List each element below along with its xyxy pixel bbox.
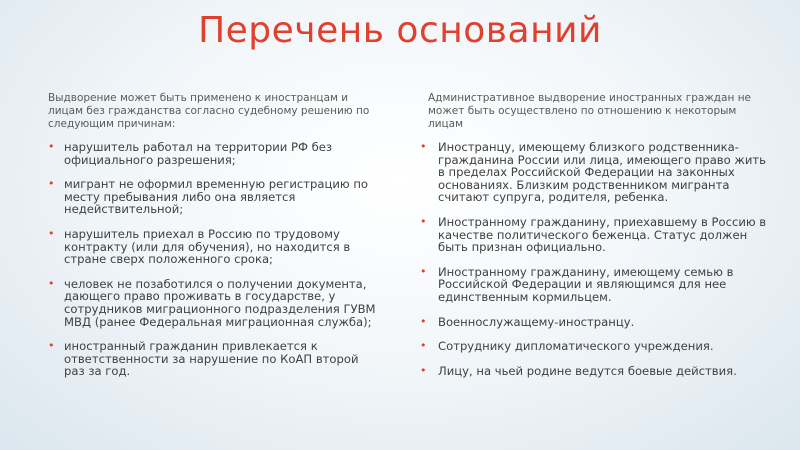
bullet-icon: • [420,264,427,278]
list-item [420,266,770,304]
list-item-text: нарушитель приехал в Россию по трудовому контракту (или для обучения), но находится в стране сверх положенного срока; [64,226,351,267]
list-item [48,278,376,328]
list-item [420,216,770,254]
bullet-icon: • [48,339,55,353]
list-item-text: человек не позаботился о получении документа, дающего право проживать в государстве, у сотрудников миграционного подразделения ГУВМ МВД (ранее Федеральная миграционная служба); [64,276,376,329]
list-item [48,228,376,266]
left-column [48,92,376,390]
list-item-text: Иностранному гражданину, приехавшему в Россию в качестве политического беженца. Статус должен быть признан официально. [438,214,767,255]
bullet-icon: • [48,276,55,290]
list-item-text: Сотруднику дипломатического учреждения. [438,339,714,354]
left-intro: Выдворение может быть применено к иностранцам и лицам без гражданства согласно судебному решению по следующим причинам: [48,92,370,130]
list-item [48,178,376,216]
list-item [420,141,770,204]
bullet-icon: • [48,140,55,153]
list-item [420,340,770,353]
list-item-text: Лицу, на чьей родине ведутся боевые действия. [438,363,737,378]
list-item-text: Иностранному гражданину, имеющему семью в Российской Федерации и являющимся для нее единственным кормильцем. [438,264,734,304]
right-intro: Административное выдворение иностранных граждан не может быть осуществлено по отношению к некоторым лицам [428,92,752,130]
list-item [420,316,770,329]
bullet-icon: • [420,339,427,353]
bullet-icon: • [420,140,427,153]
list-item [48,340,376,378]
list-item [48,141,376,166]
slide-title: Перечень оснований [198,10,602,51]
bullet-icon: • [48,226,55,240]
bullet-icon: • [420,214,427,228]
bullet-icon: • [48,177,55,191]
bullet-icon: • [420,363,427,377]
list-item-text: нарушитель работал на территории РФ без официального разрешения; [64,140,333,167]
list-item [420,365,770,378]
list-item-text: Иностранцу, имеющему близкого родственника-гражданина России или лица, имеющего право жить в пределах Российской Федерации на законных основаниях. Близким родственником мигранта считают супруга, родителя, ребенка. [438,140,766,205]
bullet-icon: • [420,314,427,328]
list-item-text: мигрант не оформил временную регистрацию по месту пребывания либо она является недействительной; [64,177,369,217]
right-list [420,141,770,377]
list-item-text: иностранный гражданин привлекается к ответственности за нарушение по КоАП второй раз за год. [64,339,359,379]
list-item-text: Военнослужащему-иностранцу. [438,314,635,329]
right-column [420,92,770,389]
left-list [48,141,376,378]
